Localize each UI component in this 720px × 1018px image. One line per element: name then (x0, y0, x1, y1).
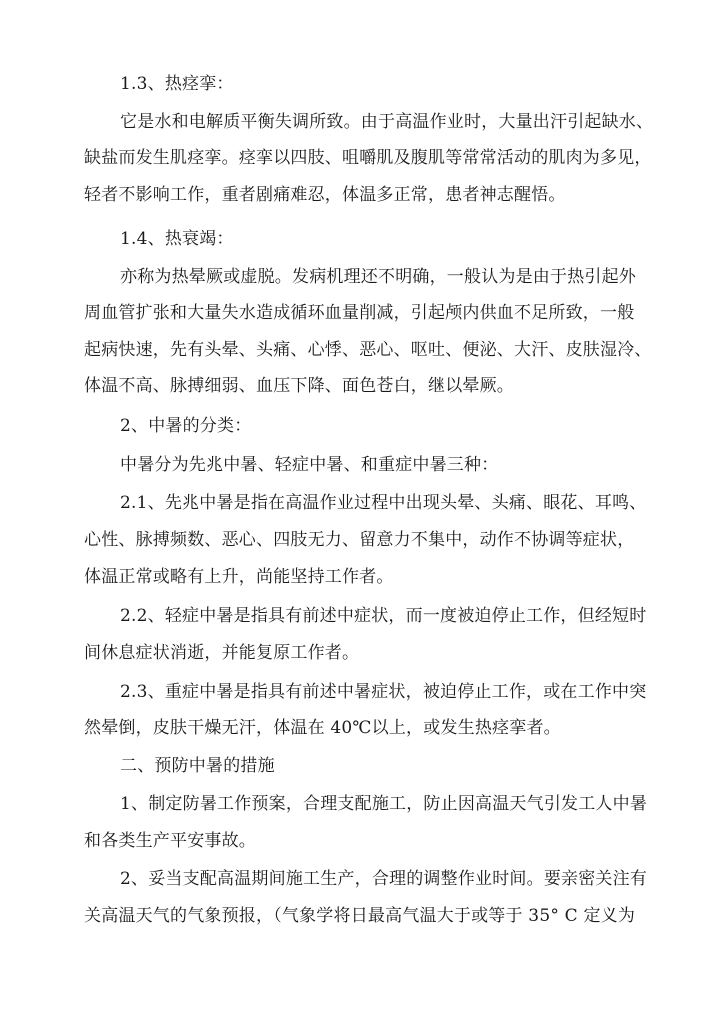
paragraph-line: 心性、脉搏频数、恶心、四肢无力、留意力不集中，动作不协调等症状， (84, 530, 635, 550)
paragraph-line: 2、妥当支配高温期间施工生产，合理的调整作业时间。要亲密关注有 (120, 869, 648, 889)
paragraph-line: 1、制定防暑工作预案，合理支配施工，防止因高温天气引发工人中暑 (120, 794, 648, 814)
paragraph-line: 轻者不影响工作，重者剧痛难忍，体温多正常，患者神志醒悟。 (84, 185, 566, 205)
paragraph-line: 2.1、先兆中暑是指在高温作业过程中出现头晕、头痛、眼花、耳鸣、 (120, 493, 647, 513)
paragraph-line: 和各类生产平安事故。 (84, 831, 256, 851)
heading-prevention-measures: 二、预防中暑的措施 (120, 756, 275, 776)
paragraph-line: 起病快速，先有头晕、头痛、心悸、恶心、呕吐、便泌、大汗、皮肤湿冷、 (84, 340, 652, 360)
paragraph-line: 2.2、轻症中暑是指具有前述中症状，而一度被迫停止工作，但经短时 (120, 606, 647, 626)
paragraph-line: 它是水和电解质平衡失调所致。由于高温作业时，大量出汗引起缺水、 (120, 112, 654, 132)
paragraph-line: 周血管扩张和大量失水造成循环血量削减，引起颅内供血不足所致，一般 (84, 303, 635, 323)
paragraph-line: 体温不高、脉搏细弱、血压下降、面色苍白，继以晕厥。 (84, 376, 514, 396)
paragraph-line: 然晕倒，皮肤干燥无汗，体温在 40℃以上，或发生热痉挛者。 (84, 718, 561, 738)
heading-heat-exhaustion: 1.4、热衰竭： (120, 229, 234, 249)
paragraph-line: 亦称为热晕厥或虚脱。发病机理还不明确，一般认为是由于热引起外 (120, 267, 636, 287)
paragraph-line: 体温正常或略有上升，尚能坚持工作者。 (84, 567, 394, 587)
paragraph-line: 中暑分为先兆中暑、轻症中暑、和重症中暑三种： (120, 455, 499, 475)
paragraph-line: 2.3、重症中暑是指具有前述中暑症状，被迫停止工作，或在工作中突 (120, 682, 647, 702)
paragraph-line: 关高温天气的气象预报，（气象学将日最高气温大于或等于 35° C 定义为 (84, 906, 636, 926)
heading-classification: 2、中暑的分类： (120, 416, 252, 436)
heading-heat-cramps: 1.3、热痉挛： (120, 74, 234, 94)
paragraph-line: 缺盐而发生肌痉挛。痉挛以四肢、咀嚼肌及腹肌等常常活动的肌肉为多见， (84, 148, 652, 168)
paragraph-line: 间休息症状消逝，并能复原工作者。 (84, 643, 360, 663)
